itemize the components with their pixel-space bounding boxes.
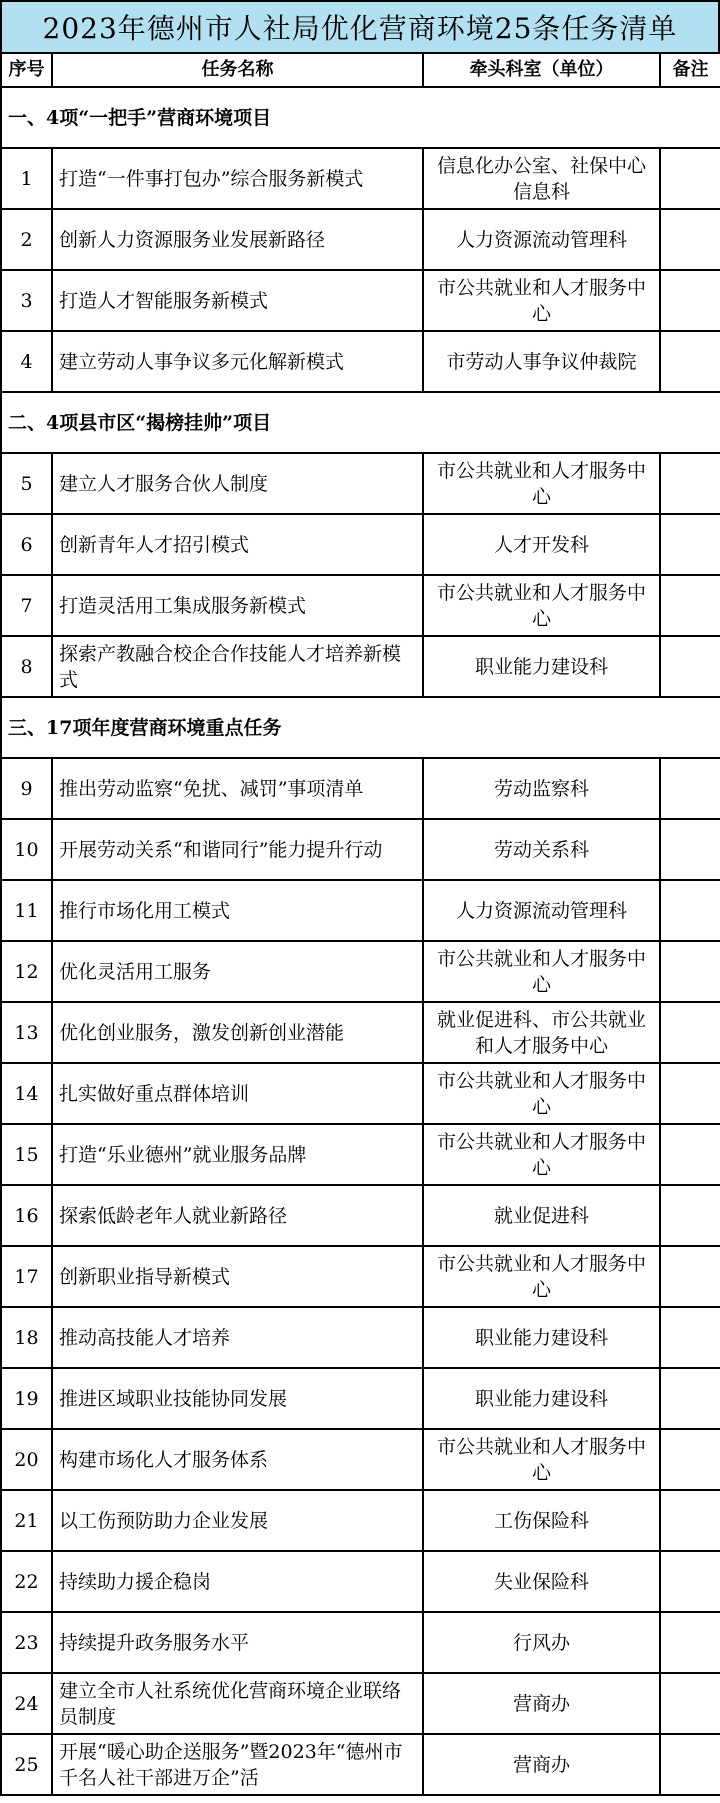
lead-unit: 信息化办公室、社保中心信息科 [423, 148, 660, 209]
task-name: 打造“一件事打包办”综合服务新模式 [52, 148, 423, 209]
header-unit: 牵头科室（单位） [423, 53, 660, 87]
task-number: 18 [1, 1307, 52, 1368]
table-row [1, 758, 720, 819]
task-note [660, 148, 720, 209]
task-name: 打造人才智能服务新模式 [52, 270, 423, 331]
task-number: 15 [1, 1124, 52, 1185]
section-title: 三、17项年度营商环境重点任务 [1, 697, 720, 758]
lead-unit: 市公共就业和人才服务中心 [423, 1429, 660, 1490]
task-note [660, 880, 720, 941]
task-note [660, 1124, 720, 1185]
section-row [1, 87, 720, 148]
task-name: 探索低龄老年人就业新路径 [52, 1185, 423, 1246]
task-note [660, 514, 720, 575]
task-note [660, 1551, 720, 1612]
task-number: 24 [1, 1673, 52, 1734]
task-number: 12 [1, 941, 52, 1002]
task-number: 2 [1, 209, 52, 270]
task-name: 创新职业指导新模式 [52, 1246, 423, 1307]
task-name: 打造“乐业德州”就业服务品牌 [52, 1124, 423, 1185]
lead-unit: 市公共就业和人才服务中心 [423, 941, 660, 1002]
table-row [1, 1063, 720, 1124]
task-number: 14 [1, 1063, 52, 1124]
task-note [660, 1368, 720, 1429]
task-note [660, 1307, 720, 1368]
task-note [660, 209, 720, 270]
task-name: 持续提升政务服务水平 [52, 1612, 423, 1673]
lead-unit: 就业促进科、市公共就业和人才服务中心 [423, 1002, 660, 1063]
table-row [1, 1185, 720, 1246]
task-name: 探索产教融合校企合作技能人才培养新模式 [52, 636, 423, 697]
task-number: 13 [1, 1002, 52, 1063]
task-name: 推进区域职业技能协同发展 [52, 1368, 423, 1429]
task-number: 22 [1, 1551, 52, 1612]
section-title: 一、4项“一把手”营商环境项目 [1, 87, 720, 148]
task-note [660, 270, 720, 331]
section-row [1, 392, 720, 453]
table-row [1, 1246, 720, 1307]
table-row [1, 514, 720, 575]
table-row [1, 941, 720, 1002]
lead-unit: 行风办 [423, 1612, 660, 1673]
task-number: 21 [1, 1490, 52, 1551]
lead-unit: 市公共就业和人才服务中心 [423, 575, 660, 636]
table-row [1, 1734, 720, 1795]
header-no: 序号 [1, 53, 52, 87]
task-note [660, 575, 720, 636]
header-task: 任务名称 [52, 53, 423, 87]
lead-unit: 市公共就业和人才服务中心 [423, 453, 660, 514]
lead-unit: 劳动关系科 [423, 819, 660, 880]
task-name: 以工伤预防助力企业发展 [52, 1490, 423, 1551]
table-row [1, 148, 720, 209]
lead-unit: 人才开发科 [423, 514, 660, 575]
lead-unit: 营商办 [423, 1734, 660, 1795]
table-row [1, 331, 720, 392]
task-note [660, 1612, 720, 1673]
task-note [660, 1063, 720, 1124]
task-name: 建立劳动人事争议多元化解新模式 [52, 331, 423, 392]
task-note [660, 1185, 720, 1246]
task-note [660, 636, 720, 697]
section-row [1, 697, 720, 758]
task-table [0, 52, 720, 1796]
table-row [1, 1551, 720, 1612]
task-name: 扎实做好重点群体培训 [52, 1063, 423, 1124]
task-number: 11 [1, 880, 52, 941]
task-number: 10 [1, 819, 52, 880]
table-row [1, 209, 720, 270]
lead-unit: 市公共就业和人才服务中心 [423, 1124, 660, 1185]
task-number: 17 [1, 1246, 52, 1307]
task-name: 打造灵活用工集成服务新模式 [52, 575, 423, 636]
task-name: 开展劳动关系“和谐同行”能力提升行动 [52, 819, 423, 880]
task-note [660, 453, 720, 514]
task-number: 5 [1, 453, 52, 514]
task-number: 7 [1, 575, 52, 636]
task-name: 建立全市人社系统优化营商环境企业联络员制度 [52, 1673, 423, 1734]
task-name: 推出劳动监察“免扰、减罚”事项清单 [52, 758, 423, 819]
task-name: 创新青年人才招引模式 [52, 514, 423, 575]
table-row [1, 1490, 720, 1551]
lead-unit: 职业能力建设科 [423, 1368, 660, 1429]
task-name: 开展“暖心助企送服务”暨2023年“德州市千名人社干部进万企”活 [52, 1734, 423, 1795]
task-note [660, 941, 720, 1002]
lead-unit: 劳动监察科 [423, 758, 660, 819]
task-number: 9 [1, 758, 52, 819]
task-number: 1 [1, 148, 52, 209]
task-number: 23 [1, 1612, 52, 1673]
task-note [660, 331, 720, 392]
task-note [660, 758, 720, 819]
lead-unit: 就业促进科 [423, 1185, 660, 1246]
task-number: 4 [1, 331, 52, 392]
task-name: 推动高技能人才培养 [52, 1307, 423, 1368]
lead-unit: 职业能力建设科 [423, 636, 660, 697]
task-name: 推行市场化用工模式 [52, 880, 423, 941]
lead-unit: 市公共就业和人才服务中心 [423, 1063, 660, 1124]
section-title: 二、4项县市区“揭榜挂帅”项目 [1, 392, 720, 453]
document-title: 2023年德州市人社局优化营商环境25条任务清单 [0, 0, 720, 52]
header-note: 备注 [660, 53, 720, 87]
table-row [1, 1673, 720, 1734]
task-name: 构建市场化人才服务体系 [52, 1429, 423, 1490]
task-number: 16 [1, 1185, 52, 1246]
table-row [1, 880, 720, 941]
task-name: 优化灵活用工服务 [52, 941, 423, 1002]
table-row [1, 1612, 720, 1673]
lead-unit: 市公共就业和人才服务中心 [423, 270, 660, 331]
lead-unit: 人力资源流动管理科 [423, 880, 660, 941]
task-number: 6 [1, 514, 52, 575]
task-number: 25 [1, 1734, 52, 1795]
table-row [1, 453, 720, 514]
lead-unit: 人力资源流动管理科 [423, 209, 660, 270]
table-header-row [1, 53, 720, 87]
table-row [1, 1002, 720, 1063]
task-note [660, 1246, 720, 1307]
table-row [1, 270, 720, 331]
task-name: 优化创业服务，激发创新创业潜能 [52, 1002, 423, 1063]
task-note [660, 1673, 720, 1734]
task-name: 创新人力资源服务业发展新路径 [52, 209, 423, 270]
lead-unit: 市劳动人事争议仲裁院 [423, 331, 660, 392]
task-number: 8 [1, 636, 52, 697]
task-table-body [1, 53, 720, 1795]
task-number: 19 [1, 1368, 52, 1429]
task-note [660, 1429, 720, 1490]
table-row [1, 1429, 720, 1490]
task-note [660, 1734, 720, 1795]
task-note [660, 1490, 720, 1551]
table-row [1, 1368, 720, 1429]
task-number: 3 [1, 270, 52, 331]
task-number: 20 [1, 1429, 52, 1490]
lead-unit: 失业保险科 [423, 1551, 660, 1612]
lead-unit: 市公共就业和人才服务中心 [423, 1246, 660, 1307]
task-note [660, 1002, 720, 1063]
task-name: 持续助力援企稳岗 [52, 1551, 423, 1612]
lead-unit: 职业能力建设科 [423, 1307, 660, 1368]
lead-unit: 工伤保险科 [423, 1490, 660, 1551]
table-row [1, 575, 720, 636]
table-row [1, 636, 720, 697]
table-row [1, 1124, 720, 1185]
table-row [1, 1307, 720, 1368]
lead-unit: 营商办 [423, 1673, 660, 1734]
task-note [660, 819, 720, 880]
table-row [1, 819, 720, 880]
task-name: 建立人才服务合伙人制度 [52, 453, 423, 514]
